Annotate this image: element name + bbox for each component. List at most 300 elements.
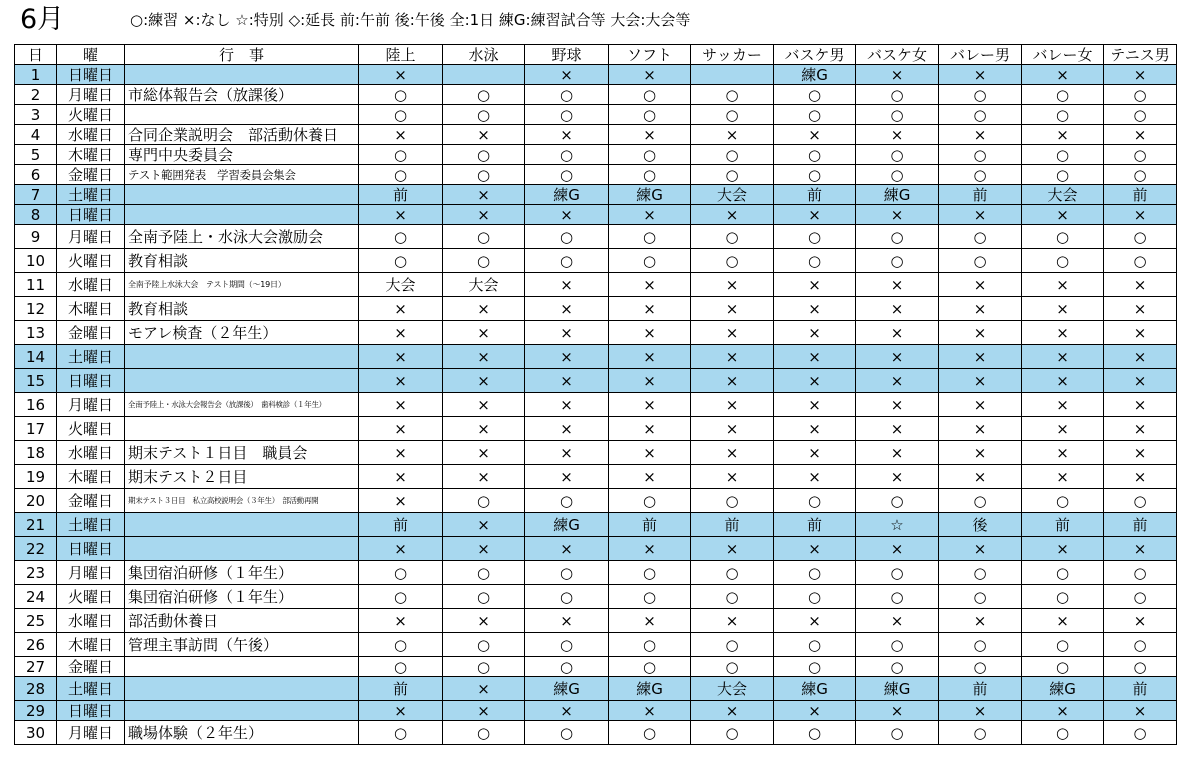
status-cell: ○ [691, 85, 774, 105]
status-cell: × [525, 393, 609, 417]
page-header [0, 0, 1188, 44]
status-cell: × [1104, 273, 1177, 297]
status-cell: × [525, 441, 609, 465]
status-cell: × [939, 393, 1022, 417]
status-cell: ○ [609, 105, 691, 125]
event-cell: 合同企業説明会 部活動休養日 [125, 125, 359, 145]
column-header: 曜 [57, 45, 125, 65]
status-cell: × [525, 609, 609, 633]
status-cell: ○ [525, 585, 609, 609]
status-cell: ○ [525, 85, 609, 105]
status-cell: × [691, 273, 774, 297]
table-row [15, 677, 1177, 701]
event-cell: 部活動休養日 [125, 609, 359, 633]
day-cell: 15 [15, 369, 57, 393]
event-cell [125, 537, 359, 561]
status-cell: × [856, 321, 939, 345]
weekday-cell: 金曜日 [57, 321, 125, 345]
status-cell: ○ [939, 585, 1022, 609]
status-cell: × [856, 537, 939, 561]
day-cell: 12 [15, 297, 57, 321]
weekday-cell: 火曜日 [57, 417, 125, 441]
status-cell: ○ [774, 489, 856, 513]
status-cell: ○ [774, 105, 856, 125]
weekday-cell: 火曜日 [57, 105, 125, 125]
day-cell: 21 [15, 513, 57, 537]
status-cell: × [359, 609, 443, 633]
status-cell: ○ [1104, 85, 1177, 105]
status-cell: ○ [774, 633, 856, 657]
table-row [15, 345, 1177, 369]
status-cell: × [1104, 125, 1177, 145]
column-header: ソフト [609, 45, 691, 65]
status-cell: ○ [856, 633, 939, 657]
day-cell: 22 [15, 537, 57, 561]
event-cell [125, 65, 359, 85]
status-cell: ○ [939, 165, 1022, 185]
table-row [15, 85, 1177, 105]
table-row [15, 369, 1177, 393]
status-cell: × [939, 125, 1022, 145]
status-cell: × [939, 297, 1022, 321]
day-cell: 23 [15, 561, 57, 585]
column-header: バレー男 [939, 45, 1022, 65]
status-cell: × [774, 273, 856, 297]
status-cell: × [1022, 441, 1104, 465]
table-body [15, 65, 1177, 745]
status-cell: × [939, 273, 1022, 297]
table-row [15, 393, 1177, 417]
status-cell: × [774, 417, 856, 441]
status-cell: × [609, 273, 691, 297]
day-cell: 17 [15, 417, 57, 441]
weekday-cell: 日曜日 [57, 537, 125, 561]
weekday-cell: 土曜日 [57, 185, 125, 205]
status-cell: ○ [525, 249, 609, 273]
day-cell: 20 [15, 489, 57, 513]
status-cell: ○ [609, 657, 691, 677]
status-cell: × [774, 441, 856, 465]
status-cell: ○ [1104, 657, 1177, 677]
event-cell [125, 701, 359, 721]
event-cell: 全南予陸上・水泳大会報告会（放課後） 歯科検診（１年生） [125, 393, 359, 417]
status-cell: ○ [856, 489, 939, 513]
event-cell: 専門中央委員会 [125, 145, 359, 165]
weekday-cell: 木曜日 [57, 297, 125, 321]
status-cell: × [443, 205, 525, 225]
event-cell: 期末テスト１日目 職員会 [125, 441, 359, 465]
status-cell: ○ [691, 657, 774, 677]
status-cell: × [1022, 297, 1104, 321]
day-cell: 27 [15, 657, 57, 677]
status-cell: × [691, 125, 774, 145]
weekday-cell: 日曜日 [57, 701, 125, 721]
status-cell: × [939, 417, 1022, 441]
weekday-cell: 月曜日 [57, 225, 125, 249]
status-cell: ○ [774, 657, 856, 677]
status-cell: × [443, 465, 525, 489]
status-cell: × [359, 297, 443, 321]
status-cell: × [443, 369, 525, 393]
status-cell: ○ [856, 561, 939, 585]
status-cell: × [774, 465, 856, 489]
status-cell: × [359, 417, 443, 441]
status-cell: ○ [443, 145, 525, 165]
weekday-cell: 火曜日 [57, 585, 125, 609]
event-cell: テスト範囲発表 学習委員会集会 [125, 165, 359, 185]
day-cell: 11 [15, 273, 57, 297]
status-cell: × [1104, 537, 1177, 561]
status-cell: ○ [856, 249, 939, 273]
status-cell: × [443, 537, 525, 561]
status-cell: × [609, 393, 691, 417]
status-cell: × [359, 489, 443, 513]
schedule-table [14, 44, 1177, 745]
weekday-cell: 火曜日 [57, 249, 125, 273]
table-row [15, 165, 1177, 185]
weekday-cell: 土曜日 [57, 345, 125, 369]
status-cell: ○ [359, 105, 443, 125]
status-cell: ☆ [856, 513, 939, 537]
status-cell: 前 [1104, 677, 1177, 701]
weekday-cell: 土曜日 [57, 677, 125, 701]
status-cell [691, 65, 774, 85]
status-cell: ○ [691, 225, 774, 249]
status-cell: × [525, 297, 609, 321]
status-cell: × [856, 273, 939, 297]
status-cell: × [359, 701, 443, 721]
status-cell: ○ [525, 489, 609, 513]
status-cell: × [856, 125, 939, 145]
table-row [15, 205, 1177, 225]
status-cell: × [443, 297, 525, 321]
status-cell: × [939, 441, 1022, 465]
status-cell: × [856, 609, 939, 633]
day-cell: 3 [15, 105, 57, 125]
table-row [15, 537, 1177, 561]
status-cell: ○ [443, 633, 525, 657]
status-cell: 後 [939, 513, 1022, 537]
status-cell: ○ [1022, 633, 1104, 657]
status-cell: × [774, 537, 856, 561]
status-cell: × [691, 465, 774, 489]
status-cell: × [939, 205, 1022, 225]
status-cell: × [939, 65, 1022, 85]
status-cell: × [359, 321, 443, 345]
event-cell: 期末テスト２日目 [125, 465, 359, 489]
status-cell: 大会 [691, 677, 774, 701]
weekday-cell: 木曜日 [57, 145, 125, 165]
weekday-cell: 日曜日 [57, 205, 125, 225]
status-cell: ○ [1104, 145, 1177, 165]
status-cell: × [443, 321, 525, 345]
status-cell: × [1104, 321, 1177, 345]
day-cell: 10 [15, 249, 57, 273]
status-cell: × [774, 369, 856, 393]
day-cell: 9 [15, 225, 57, 249]
status-cell: × [1022, 369, 1104, 393]
status-cell: × [1022, 125, 1104, 145]
status-cell: × [691, 345, 774, 369]
day-cell: 14 [15, 345, 57, 369]
table-row [15, 225, 1177, 249]
status-cell: × [1022, 537, 1104, 561]
event-cell: 全南予陸上・水泳大会激励会 [125, 225, 359, 249]
status-cell: 練G [856, 185, 939, 205]
status-cell: ○ [443, 657, 525, 677]
status-cell: × [691, 393, 774, 417]
status-cell: ○ [359, 249, 443, 273]
day-cell: 1 [15, 65, 57, 85]
status-cell: 練G [609, 185, 691, 205]
status-cell: × [691, 441, 774, 465]
table-row [15, 321, 1177, 345]
status-cell: × [856, 417, 939, 441]
status-cell: × [691, 537, 774, 561]
status-cell: ○ [1022, 721, 1104, 745]
table-row [15, 249, 1177, 273]
event-cell: 期末テスト３日目 私立高校説明会（３年生） 部活動再開 [125, 489, 359, 513]
status-cell: ○ [525, 657, 609, 677]
day-cell: 25 [15, 609, 57, 633]
status-cell: ○ [691, 721, 774, 745]
status-cell: 前 [359, 513, 443, 537]
status-cell: × [443, 125, 525, 145]
column-header: サッカー [691, 45, 774, 65]
status-cell: ○ [525, 145, 609, 165]
event-cell: 全南予陸上水泳大会 テスト期間（～19日） [125, 273, 359, 297]
status-cell: 前 [1104, 185, 1177, 205]
status-cell: ○ [609, 721, 691, 745]
weekday-cell: 月曜日 [57, 393, 125, 417]
day-cell: 6 [15, 165, 57, 185]
status-cell: 前 [1104, 513, 1177, 537]
day-cell: 24 [15, 585, 57, 609]
event-cell [125, 369, 359, 393]
status-cell: × [443, 185, 525, 205]
status-cell: × [1104, 417, 1177, 441]
status-cell: ○ [1104, 489, 1177, 513]
status-cell: × [856, 393, 939, 417]
status-cell: ○ [359, 657, 443, 677]
status-cell: 前 [691, 513, 774, 537]
column-header: 日 [15, 45, 57, 65]
status-cell: ○ [856, 721, 939, 745]
status-cell: × [359, 369, 443, 393]
status-cell: × [1022, 393, 1104, 417]
status-cell: ○ [774, 85, 856, 105]
status-cell: ○ [856, 145, 939, 165]
status-cell: × [609, 321, 691, 345]
status-cell: × [774, 609, 856, 633]
status-cell: ○ [443, 85, 525, 105]
table-row [15, 441, 1177, 465]
status-cell: × [525, 65, 609, 85]
status-cell: × [609, 205, 691, 225]
status-cell: ○ [691, 489, 774, 513]
status-cell: ○ [609, 585, 691, 609]
status-cell: ○ [359, 633, 443, 657]
status-cell: ○ [359, 585, 443, 609]
status-cell: × [359, 441, 443, 465]
status-cell: ○ [856, 585, 939, 609]
day-cell: 16 [15, 393, 57, 417]
status-cell: × [939, 321, 1022, 345]
status-cell: × [443, 513, 525, 537]
weekday-cell: 日曜日 [57, 65, 125, 85]
status-cell: 大会 [1022, 185, 1104, 205]
month-title: 6月 [20, 4, 65, 35]
status-cell: ○ [1104, 585, 1177, 609]
status-cell: ○ [1104, 105, 1177, 125]
status-cell: × [609, 537, 691, 561]
status-cell: ○ [443, 105, 525, 125]
status-cell: ○ [609, 165, 691, 185]
status-cell: 練G [774, 677, 856, 701]
weekday-cell: 金曜日 [57, 165, 125, 185]
status-cell: × [609, 701, 691, 721]
status-cell: × [856, 297, 939, 321]
status-cell: ○ [691, 633, 774, 657]
status-cell: × [1104, 345, 1177, 369]
status-cell: 練G [525, 513, 609, 537]
status-cell: × [525, 273, 609, 297]
status-cell: ○ [525, 561, 609, 585]
status-cell: ○ [939, 145, 1022, 165]
status-cell: ○ [359, 145, 443, 165]
event-cell: 集団宿泊研修（１年生） [125, 561, 359, 585]
status-cell: × [443, 701, 525, 721]
status-cell: ○ [691, 165, 774, 185]
status-cell: × [609, 369, 691, 393]
status-cell: ○ [1104, 165, 1177, 185]
status-cell: ○ [856, 85, 939, 105]
status-cell: × [1104, 701, 1177, 721]
status-cell: ○ [1104, 225, 1177, 249]
status-cell: ○ [609, 489, 691, 513]
status-cell: × [691, 369, 774, 393]
column-header: 陸上 [359, 45, 443, 65]
status-cell: ○ [774, 561, 856, 585]
event-cell [125, 185, 359, 205]
status-cell: × [1022, 417, 1104, 441]
status-cell: 練G [525, 677, 609, 701]
status-cell: × [525, 417, 609, 441]
status-cell: ○ [1022, 165, 1104, 185]
day-cell: 19 [15, 465, 57, 489]
weekday-cell: 月曜日 [57, 721, 125, 745]
status-cell: ○ [774, 165, 856, 185]
weekday-cell: 月曜日 [57, 85, 125, 105]
status-cell: × [443, 441, 525, 465]
status-cell: ○ [525, 225, 609, 249]
table-row [15, 185, 1177, 205]
status-cell: × [1104, 393, 1177, 417]
status-cell: ○ [609, 85, 691, 105]
day-cell: 18 [15, 441, 57, 465]
status-cell: 前 [359, 185, 443, 205]
status-cell: ○ [939, 561, 1022, 585]
event-cell: 職場体験（２年生） [125, 721, 359, 745]
status-cell: × [609, 345, 691, 369]
table-row [15, 585, 1177, 609]
status-cell: 前 [359, 677, 443, 701]
event-cell [125, 105, 359, 125]
event-cell: モアレ検査（２年生） [125, 321, 359, 345]
status-cell: × [856, 65, 939, 85]
status-cell: ○ [609, 145, 691, 165]
status-cell: × [359, 393, 443, 417]
status-cell: ○ [525, 633, 609, 657]
status-cell: × [939, 701, 1022, 721]
status-cell: × [443, 677, 525, 701]
status-cell: × [1104, 441, 1177, 465]
status-cell: ○ [939, 85, 1022, 105]
status-cell: × [443, 393, 525, 417]
table-row [15, 65, 1177, 85]
weekday-cell: 水曜日 [57, 125, 125, 145]
status-cell: ○ [443, 225, 525, 249]
status-cell: ○ [359, 225, 443, 249]
column-header: 行 事 [125, 45, 359, 65]
status-cell: × [691, 609, 774, 633]
status-cell: × [1104, 369, 1177, 393]
status-cell: ○ [1104, 249, 1177, 273]
event-cell: 集団宿泊研修（１年生） [125, 585, 359, 609]
day-cell: 2 [15, 85, 57, 105]
status-cell: × [443, 609, 525, 633]
status-cell: × [774, 321, 856, 345]
status-cell: × [609, 65, 691, 85]
status-cell: 大会 [443, 273, 525, 297]
status-cell: × [691, 417, 774, 441]
table-row [15, 721, 1177, 745]
status-cell: 前 [609, 513, 691, 537]
column-header: バスケ男 [774, 45, 856, 65]
column-header: 野球 [525, 45, 609, 65]
status-cell: ○ [856, 165, 939, 185]
table-row [15, 561, 1177, 585]
weekday-cell: 木曜日 [57, 465, 125, 489]
day-cell: 26 [15, 633, 57, 657]
table-row [15, 657, 1177, 677]
event-cell: 管理主事訪問（午後） [125, 633, 359, 657]
status-cell: ○ [525, 105, 609, 125]
event-cell [125, 677, 359, 701]
status-cell: 練G [1022, 677, 1104, 701]
status-cell: ○ [359, 85, 443, 105]
event-cell: 教育相談 [125, 249, 359, 273]
weekday-cell: 日曜日 [57, 369, 125, 393]
table-row [15, 145, 1177, 165]
status-cell: × [525, 205, 609, 225]
event-cell [125, 205, 359, 225]
day-cell: 30 [15, 721, 57, 745]
status-cell: × [609, 441, 691, 465]
table-row [15, 125, 1177, 145]
status-cell: × [774, 393, 856, 417]
status-cell: ○ [1022, 145, 1104, 165]
status-cell: ○ [856, 105, 939, 125]
status-cell: ○ [359, 561, 443, 585]
status-cell: ○ [691, 585, 774, 609]
status-cell: × [856, 465, 939, 489]
status-cell: × [359, 345, 443, 369]
status-cell [443, 65, 525, 85]
table-row [15, 273, 1177, 297]
table-row [15, 701, 1177, 721]
status-cell: ○ [774, 721, 856, 745]
